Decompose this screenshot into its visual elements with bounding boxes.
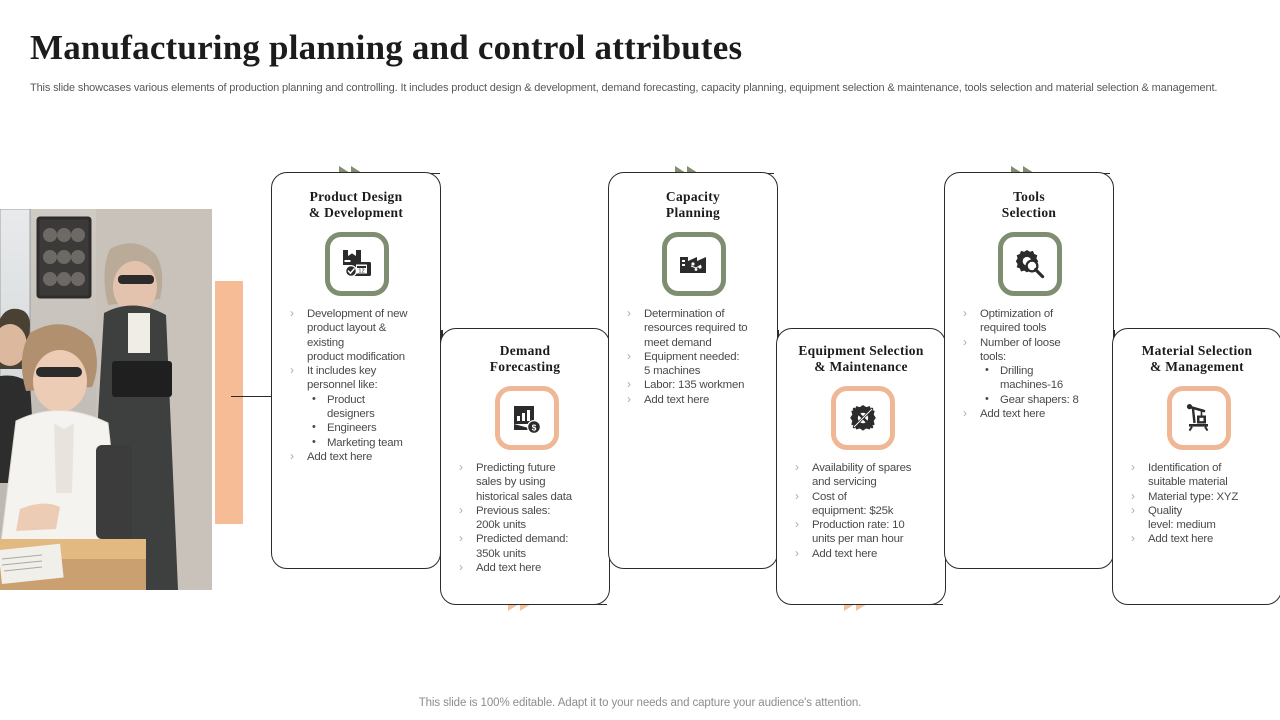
bullet-item: › Add text here: [625, 393, 777, 407]
bullet-item: product modification: [307, 350, 405, 363]
card-bullets: [457, 461, 607, 575]
bullet-item: › Add text here: [288, 450, 438, 464]
gear-magnifier-glyph: [1013, 247, 1047, 281]
card-title-line2: Selection: [1001, 205, 1057, 220]
bullet-item: › Add text here: [961, 407, 1113, 421]
bullet-item: › Quality: [1129, 504, 1280, 518]
bullet-item: › Production rate: 10: [793, 518, 945, 532]
bullet-item: › Labor: 135 workmen: [625, 378, 777, 392]
bullet-item: • Drilling: [961, 364, 1113, 378]
bullet-item: • Product: [288, 393, 438, 407]
card-capacity-planning[interactable]: [608, 172, 778, 569]
bullet-item: equipment: $25k: [812, 504, 894, 517]
card-bullets: [625, 307, 777, 407]
package-checklist-icon: [325, 232, 389, 296]
card-title-line2: & Development: [308, 205, 404, 220]
crane-material-icon: [1167, 386, 1231, 450]
bullet-item: level: medium: [1148, 519, 1216, 532]
card-title-line1: Capacity: [665, 189, 721, 204]
bullet-item: • Gear shapers: 8: [961, 393, 1113, 407]
page-subtitle: This slide showcases various elements of production planning and controlling. It includes product design & development, demand forecasting, capacity planning, equipment selection & maintenance, tools selection and material selection & management.: [30, 82, 1218, 94]
bullet-item: • Engineers: [288, 421, 438, 435]
bullet-item: and servicing: [812, 476, 877, 489]
bullet-item: existing: [307, 336, 345, 349]
bullet-item: › Number of loose: [961, 336, 1113, 350]
card-bullets: [1129, 461, 1280, 547]
card-title-line1: Equipment Selection: [798, 343, 924, 358]
footer-note: This slide is 100% editable. Adapt it to your needs and capture your audience's attention.: [418, 697, 862, 709]
gear-tools-icon: [831, 386, 895, 450]
page-title: Manufacturing planning and control attributes: [30, 28, 743, 67]
bullet-item: › Equipment needed:: [625, 350, 777, 364]
card-title-line1: Product Design: [309, 189, 403, 204]
bullet-item: › Optimization of: [961, 307, 1113, 321]
bullet-item: › Add text here: [457, 561, 607, 575]
card-equipment-selection-maintenance[interactable]: [776, 328, 946, 605]
bullet-item: • Marketing team: [288, 436, 438, 450]
bullet-item: 5 machines: [644, 365, 701, 378]
card-title-line1: Demand: [499, 343, 551, 358]
bar-chart-dollar-icon: [495, 386, 559, 450]
card-title-line2: Forecasting: [489, 359, 561, 374]
crane-material-glyph: [1182, 401, 1216, 435]
card-bullets: [961, 307, 1113, 421]
gear-tools-glyph: [846, 401, 880, 435]
bullet-item: suitable material: [1148, 476, 1228, 489]
bullet-item: › Predicted demand:: [457, 532, 607, 546]
bullet-item: › Add text here: [793, 547, 945, 561]
bullet-item: designers: [327, 408, 375, 421]
meeting-photo: [0, 209, 212, 590]
bullet-item: units per man hour: [812, 533, 904, 546]
card-product-design-development[interactable]: [271, 172, 441, 569]
bullet-item: machines-16: [1000, 379, 1064, 392]
card-title-line2: & Maintenance: [814, 359, 908, 374]
bullet-item: product layout &: [307, 322, 387, 335]
bullet-item: historical sales data: [476, 490, 572, 503]
bar-chart-dollar-glyph: [510, 401, 544, 435]
bullet-item: › Previous sales:: [457, 504, 607, 518]
photo-accent-bar: [215, 281, 243, 524]
svg-text:$: $: [531, 423, 537, 433]
card-title-line1: Material Selection: [1141, 343, 1253, 358]
card-title-line2: & Management: [1150, 359, 1244, 374]
card-bullets: [793, 461, 945, 561]
factory-capacity-icon: [662, 232, 726, 296]
package-checklist-glyph: [340, 247, 374, 281]
bullet-item: › It includes key: [288, 364, 438, 378]
bullet-item: resources required to: [644, 322, 748, 335]
bullet-item: › Cost of: [793, 490, 945, 504]
card-title-line2: Planning: [665, 205, 721, 220]
bullet-item: › Determination of: [625, 307, 777, 321]
bullet-item: meet demand: [644, 336, 712, 349]
bullet-item: 200k units: [476, 519, 526, 532]
bullet-item: required tools: [980, 322, 1047, 335]
bullet-item: › Development of new: [288, 307, 438, 321]
bullet-item: › Availability of spares: [793, 461, 945, 475]
meeting-photo-illustration: [0, 209, 212, 590]
bullet-item: › Predicting future: [457, 461, 607, 475]
card-demand-forecasting[interactable]: [440, 328, 610, 605]
bullet-item: personnel like:: [307, 379, 378, 392]
bullet-item: sales by using: [476, 476, 546, 489]
card-material-selection-management[interactable]: [1112, 328, 1280, 605]
bullet-item: › Material type: XYZ: [1129, 490, 1280, 504]
svg-text:12: 12: [358, 268, 365, 275]
card-bullets: [288, 307, 438, 464]
bullet-item: tools:: [980, 350, 1007, 363]
gear-magnifier-icon: [998, 232, 1062, 296]
bullet-item: 350k units: [476, 547, 526, 560]
factory-capacity-glyph: [677, 247, 711, 281]
bullet-item: › Identification of: [1129, 461, 1280, 475]
card-tools-selection[interactable]: [944, 172, 1114, 569]
bullet-item: › Add text here: [1129, 532, 1280, 546]
card-title-line1: Tools: [1013, 189, 1045, 204]
